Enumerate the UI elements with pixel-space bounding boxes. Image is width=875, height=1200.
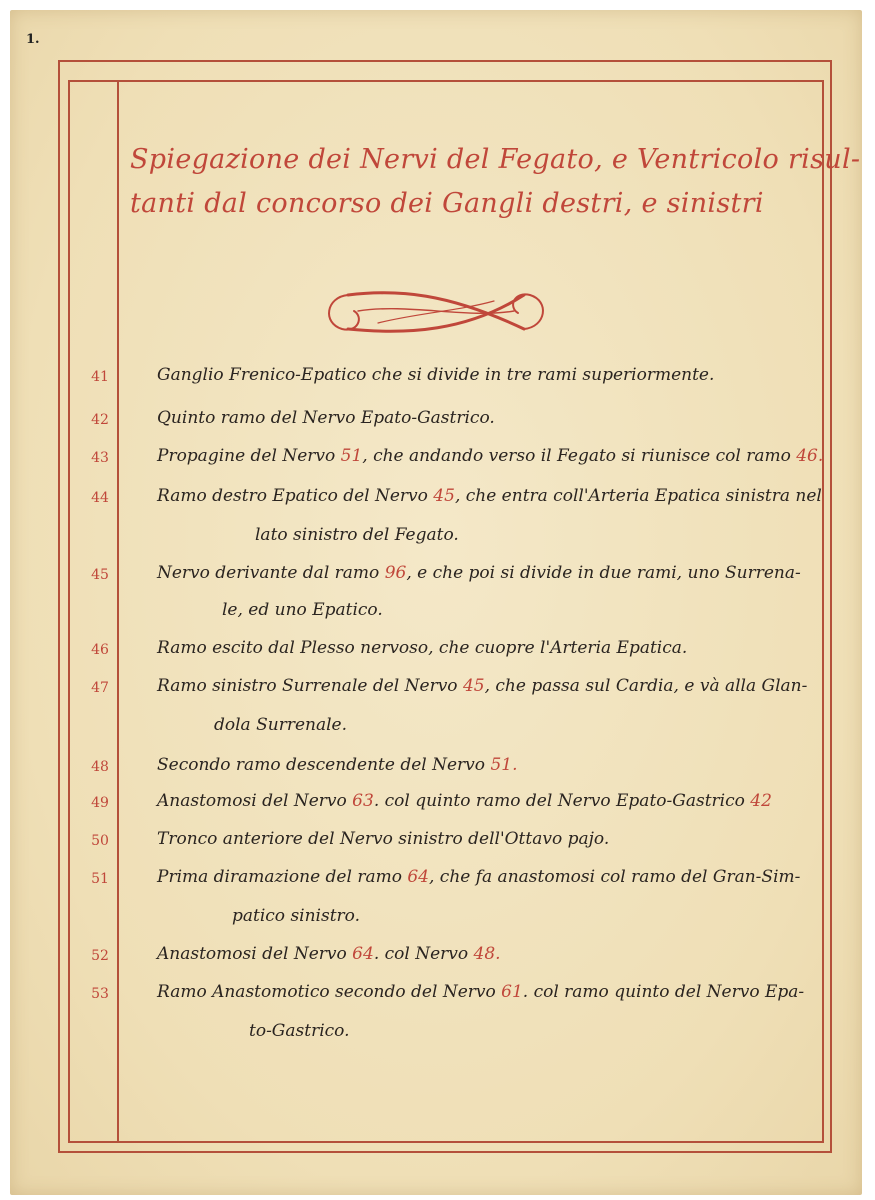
margin-rule (117, 80, 119, 1143)
entry-text: . col ramo quinto del Nervo Epa- (522, 982, 805, 1002)
entry-text: . col quinto ramo del Nervo Epato-Gastrico (373, 791, 751, 811)
entry-text-line (157, 944, 501, 964)
entry-text: lato sinistro del Fegato. (255, 525, 459, 545)
title-line-2: tanti dal concorso dei Gangli destri, e sinistri (130, 188, 764, 219)
entry-number: 53 (91, 986, 109, 1002)
entry-text-line (157, 982, 804, 1002)
figure-reference-number: 46. (796, 446, 824, 466)
entry-text: Quinto ramo del Nervo Epato-Gastrico. (157, 408, 495, 428)
entry-text: Ganglio Frenico-Epatico che si divide in tre rami superiormente. (157, 365, 715, 385)
entry-text: Prima diramazione del ramo (157, 867, 408, 887)
entry-text-line (157, 676, 807, 696)
calligraphic-flourish-icon (318, 283, 554, 341)
entry-text: Ramo Anastomotico secondo del Nervo (157, 982, 502, 1002)
figure-reference-number: 45 (462, 676, 485, 696)
figure-reference-number: 42 (750, 791, 772, 811)
entry-number: 46 (91, 642, 109, 658)
figure-reference-number: 63 (352, 791, 374, 811)
page-number: 1. (26, 32, 40, 47)
page-title (130, 138, 861, 226)
figure-reference-number: 51. (490, 755, 518, 775)
entry-text: Anastomosi del Nervo (157, 944, 353, 964)
entry-text: Secondo ramo descendente del Nervo (157, 755, 491, 775)
entry-text-line (157, 365, 714, 385)
entry-text-line (249, 1021, 350, 1041)
entry-number: 49 (91, 795, 109, 811)
entry-text-line (157, 408, 495, 428)
figure-reference-number: 64 (407, 867, 429, 887)
entry-number: 45 (91, 567, 109, 583)
entry-text: Propagine del Nervo (157, 446, 341, 466)
figure-reference-number: 61 (501, 982, 523, 1002)
entry-number: 52 (91, 948, 109, 964)
entry-number: 48 (91, 759, 109, 775)
entry-text-line (232, 906, 360, 926)
figure-reference-number: 64 (352, 944, 374, 964)
entry-number: 41 (91, 369, 109, 385)
entry-text: , e che poi si divide in due rami, uno Surrena- (406, 563, 801, 583)
entry-text: to-Gastrico. (249, 1021, 350, 1041)
entry-text: Nervo derivante dal ramo (157, 563, 385, 583)
entry-text-line (214, 715, 347, 735)
entry-text: . col Nervo (373, 944, 474, 964)
figure-reference-number: 51 (340, 446, 363, 466)
entry-number: 51 (91, 871, 109, 887)
entry-text: Tronco anteriore del Nervo sinistro dell'Ottavo pajo. (157, 829, 610, 849)
entry-text-line (222, 600, 383, 620)
figure-reference-number: 45 (433, 486, 455, 506)
entry-text-line (157, 638, 687, 658)
entry-text: le, ed uno Epatico. (222, 600, 383, 620)
entry-number: 43 (91, 450, 109, 466)
entry-text-line (157, 867, 800, 887)
entry-text-line (157, 791, 772, 811)
figure-reference-number: 48. (473, 944, 501, 964)
entry-text-line (255, 525, 459, 545)
entry-number: 50 (91, 833, 109, 849)
entry-number: 44 (91, 490, 109, 506)
entry-text: Anastomosi del Nervo (157, 791, 353, 811)
entry-text: , che passa sul Cardia, e và alla Glan- (484, 676, 808, 696)
entry-text: Ramo sinistro Surrenale del Nervo (157, 676, 463, 696)
entry-text: , che andando verso il Fegato si riunisce col ramo (362, 446, 797, 466)
entry-text: patico sinistro. (232, 906, 361, 926)
entry-number: 42 (91, 412, 109, 428)
entry-text-line (157, 563, 801, 583)
figure-reference-number: 96 (384, 563, 407, 583)
entry-text: , che entra coll'Arteria Epatica sinistra nel (454, 486, 822, 506)
entry-text: , che fa anastomosi col ramo del Gran-Sim- (428, 867, 801, 887)
entry-text: Ramo escito dal Plesso nervoso, che cuopre l'Arteria Epatica. (157, 638, 688, 658)
entry-number: 47 (91, 680, 109, 696)
entry-text-line (157, 486, 822, 506)
entry-text-line (157, 829, 609, 849)
title-line-1: Spiegazione dei Nervi del Fegato, e Ventricolo risul- (130, 144, 861, 175)
entry-text: Ramo destro Epatico del Nervo (157, 486, 434, 506)
entry-text: dola Surrenale. (214, 715, 347, 735)
entry-text-line (157, 446, 823, 466)
entry-text-line (157, 755, 517, 775)
